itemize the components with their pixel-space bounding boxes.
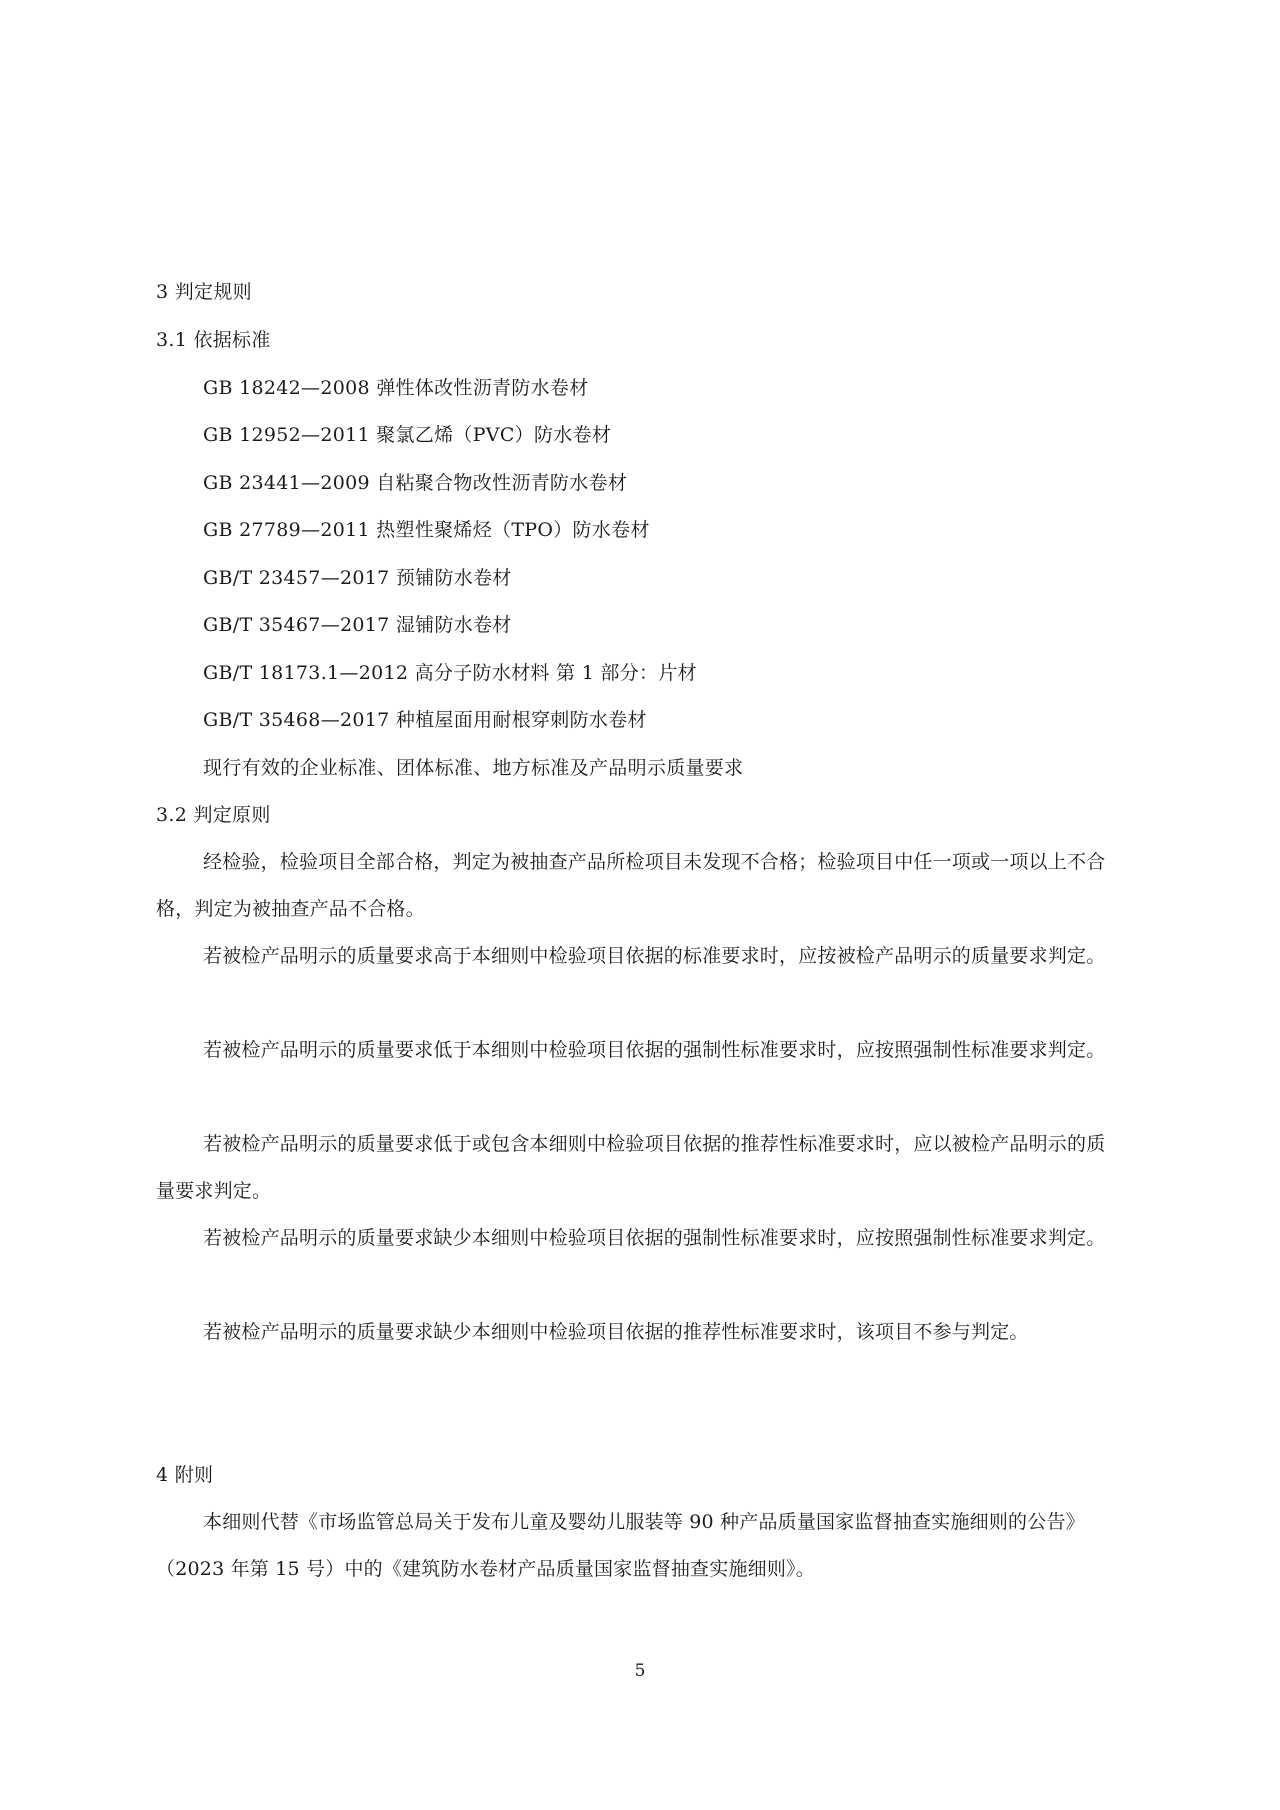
- principle-paragraph: 若被检产品明示的质量要求缺少本细则中检验项目依据的推荐性标准要求时，该项目不参与判定。: [203, 1321, 1029, 1343]
- standard-item: GB 18242—2008 弹性体改性沥青防水卷材: [203, 377, 589, 399]
- principle-paragraph: 若被检产品明示的质量要求低于本细则中检验项目依据的强制性标准要求时，应按照强制性标准要求判定。: [203, 1039, 1106, 1061]
- section-3-2-heading: 3.2 判定原则: [156, 804, 271, 826]
- standard-item: GB/T 35467—2017 湿铺防水卷材: [203, 614, 512, 636]
- principle-paragraph: 若被检产品明示的质量要求缺少本细则中检验项目依据的强制性标准要求时，应按照强制性标准要求判定。: [203, 1227, 1106, 1249]
- section-3-heading: 3 判定规则: [156, 281, 252, 303]
- principle-paragraph: 若被检产品明示的质量要求低于或包含本细则中检验项目依据的推荐性标准要求时，应以被检产品明示的质量要求判定。: [156, 1133, 1106, 1202]
- principle-paragraph: 经检验，检验项目全部合格，判定为被抽查产品所检项目未发现不合格；检验项目中任一项或一项以上不合格，判定为被抽查产品不合格。: [156, 851, 1106, 920]
- standard-item: GB 27789—2011 热塑性聚烯烃（TPO）防水卷材: [203, 519, 650, 541]
- standard-item: GB/T 23457—2017 预铺防水卷材: [203, 567, 512, 589]
- standard-item: GB/T 35468—2017 种植屋面用耐根穿刺防水卷材: [203, 709, 647, 731]
- standard-item: GB 12952—2011 聚氯乙烯（PVC）防水卷材: [203, 424, 612, 446]
- section-3-1-heading: 3.1 依据标准: [156, 329, 271, 351]
- page-number: 5: [634, 1661, 646, 1681]
- section-4-paragraph: 本细则代替《市场监管总局关于发布儿童及婴幼儿服装等 90 种产品质量国家监督抽查实施细则的公告》（2023 年第 15 号）中的《建筑防水卷材产品质量国家监督抽查实施细则》。: [156, 1511, 1085, 1580]
- standard-item: GB 23441—2009 自粘聚合物改性沥青防水卷材: [203, 472, 628, 494]
- standard-item: GB/T 18173.1—2012 高分子防水材料 第 1 部分：片材: [203, 662, 697, 684]
- principle-paragraph: 若被检产品明示的质量要求高于本细则中检验项目依据的标准要求时，应按被检产品明示的质量要求判定。: [203, 945, 1106, 967]
- standard-item: 现行有效的企业标准、团体标准、地方标准及产品明示质量要求: [203, 757, 744, 779]
- section-4-heading: 4 附则: [156, 1464, 214, 1486]
